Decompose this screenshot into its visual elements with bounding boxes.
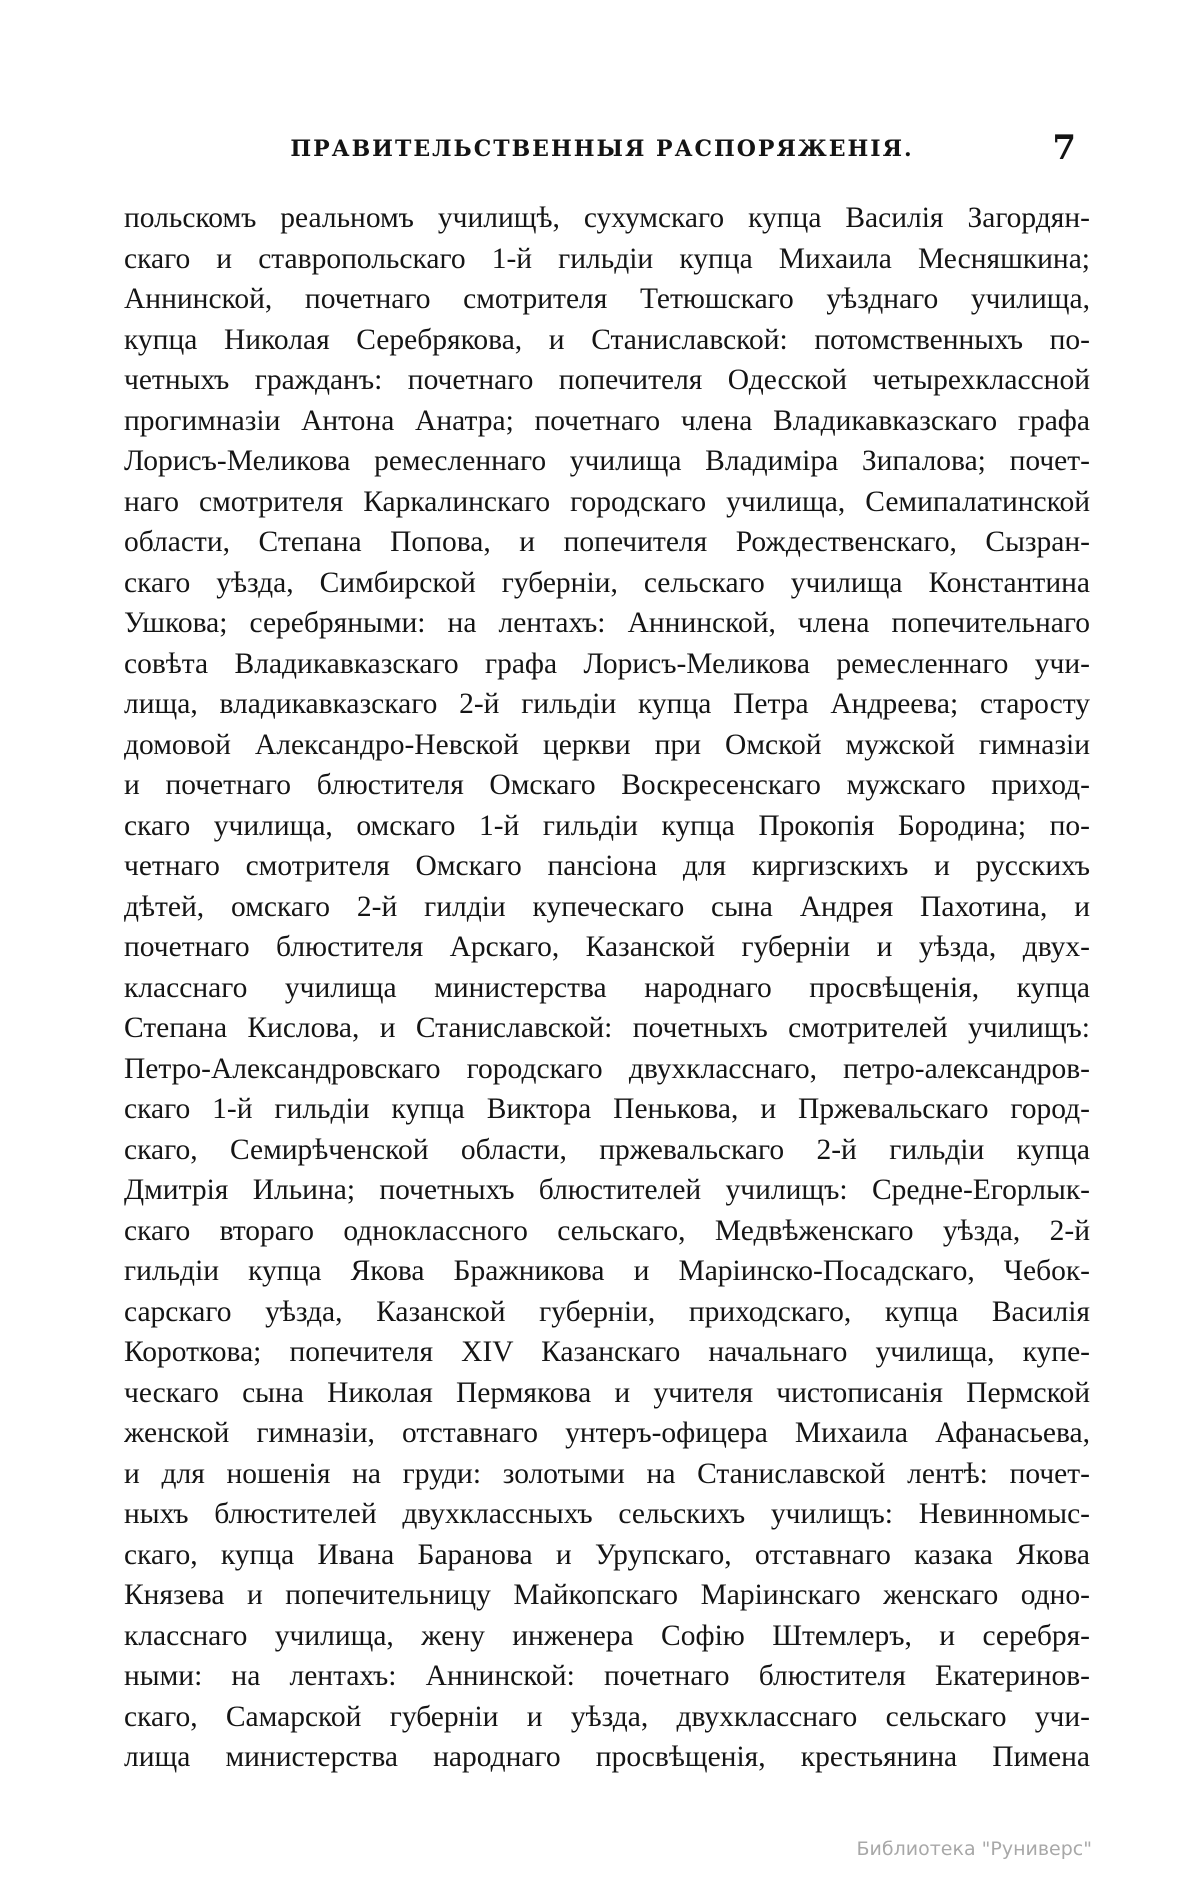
text-line: почетнаго блюстителя Арскаго, Казанской губерніи и уѣзда, двух- [124,931,1090,963]
text-line: скаго уѣзда, Симбирской губерніи, сельскаго училища Константина [124,566,1090,599]
text-line: скаго, Семирѣченской области, пржевальскаго 2-й гильдіи купца [124,1133,1090,1166]
text-line: Князева и попечительницу Майкопскаго Маріинскаго женскаго одно- [124,1579,1090,1611]
text-line: и для ношенія на груди: золотыми на Станиславской лентѣ: почет- [124,1457,1090,1490]
text-line: польскомъ реальномъ училищѣ, сухумскаго купца Василія Загордян- [124,202,1090,234]
text-line: ными: на лентахъ: Аннинской: почетнаго блюстителя Екатеринов- [124,1660,1090,1692]
text-line: гильдіи купца Якова Бражникова и Маріинско-Посадскаго, Чебок- [124,1255,1090,1287]
text-line: скаго, купца Ивана Баранова и Урупскаго, отставнаго казака Якова [124,1538,1090,1571]
text-line: ныхъ блюстителей двухклассныхъ сельскихъ училищъ: Невинномыс- [124,1498,1090,1530]
running-head [124,128,1080,168]
text-line: скаго 1-й гильдіи купца Виктора Пенькова, и Пржевальскаго город- [124,1093,1090,1125]
text-line: скаго втораго одноклассного сельскаго, Медвѣженскаго уѣзда, 2-й [124,1214,1090,1247]
text-line: Лорисъ-Меликова ремесленнаго училища Владиміра Зипалова; почет- [124,445,1090,477]
text-line: сарскаго уѣзда, Казанской губерніи, приходскаго, купца Василія [124,1295,1090,1328]
text-line: класснаго училища, жену инженера Софію Штемлеръ, и серебря- [124,1619,1090,1652]
text-line: и почетнаго блюстителя Омскаго Воскресенскаго мужскаго приход- [124,769,1090,801]
text-line: Дмитрія Ильина; почетныхъ блюстителей училищъ: Средне-Егорлык- [124,1174,1090,1206]
text-line: купца Николая Серебрякова, и Станиславской: потомственныхъ по- [124,323,1090,356]
text-line: домовой Александро-Невской церкви при Омской мужской гимназіи [124,728,1090,761]
text-line: совѣта Владикавказскаго графа Лорисъ-Меликова ремесленнаго учи- [124,647,1090,680]
text-line: скаго, Самарской губерніи и уѣзда, двухкласснаго сельскаго учи- [124,1700,1090,1733]
text-line: Петро-Александровскаго городскаго двухкласснаго, петро-александров- [124,1052,1090,1085]
page-number: 7 [1052,128,1076,168]
text-line: Аннинской, почетнаго смотрителя Тетюшскаго уѣзднаго училища, [124,283,1090,315]
text-line: лища, владикавказскаго 2-й гильдіи купца Петра Андреева; старосту [124,688,1090,720]
text-line: Степана Кислова, и Станиславской: почетныхъ смотрителей училищъ: [124,1012,1090,1044]
text-line: Короткова; попечителя XIV Казанскаго начальнаго училища, купе- [124,1336,1090,1368]
text-line: скаго и ставропольскаго 1-й гильдіи купца Михаила Месняшкина; [124,242,1090,275]
text-line: класснаго училища министерства народнаго просвѣщенія, купца [124,971,1090,1004]
text-line: лища министерства народнаго просвѣщенія, крестьянина Пимена [124,1741,1090,1773]
text-line: ческаго сына Николая Пермякова и учителя чистописанія Пермской [124,1376,1090,1409]
text-line: четныхъ гражданъ: почетнаго попечителя Одесской четырехклассной [124,364,1090,396]
library-watermark: Библиотека "Руниверс" [856,1838,1092,1860]
text-line: четнаго смотрителя Омскаго пансіона для киргизскихъ и русскихъ [124,850,1090,882]
body-text [124,198,1090,1778]
text-line: прогимназіи Антона Анатра; почетнаго члена Владикавказскаго графа [124,404,1090,437]
text-line: женской гимназіи, отставнаго унтеръ-офицера Михаила Афанасьева, [124,1417,1090,1449]
text-line: наго смотрителя Каркалинскаго городскаго училища, Семипалатинской [124,485,1090,518]
running-title: ПРАВИТЕЛЬСТВЕННЫЯ РАСПОРЯЖЕНІЯ. [290,136,914,162]
text-line: Ушкова; серебряными: на лентахъ: Аннинской, члена попечительнаго [124,607,1090,639]
text-line: области, Степана Попова, и попечителя Рождественскаго, Сызран- [124,526,1090,558]
text-line: дѣтей, омскаго 2-й гилдіи купеческаго сына Андрея Пахотина, и [124,890,1090,923]
text-line: скаго училища, омскаго 1-й гильдіи купца Прокопія Бородина; по- [124,809,1090,842]
